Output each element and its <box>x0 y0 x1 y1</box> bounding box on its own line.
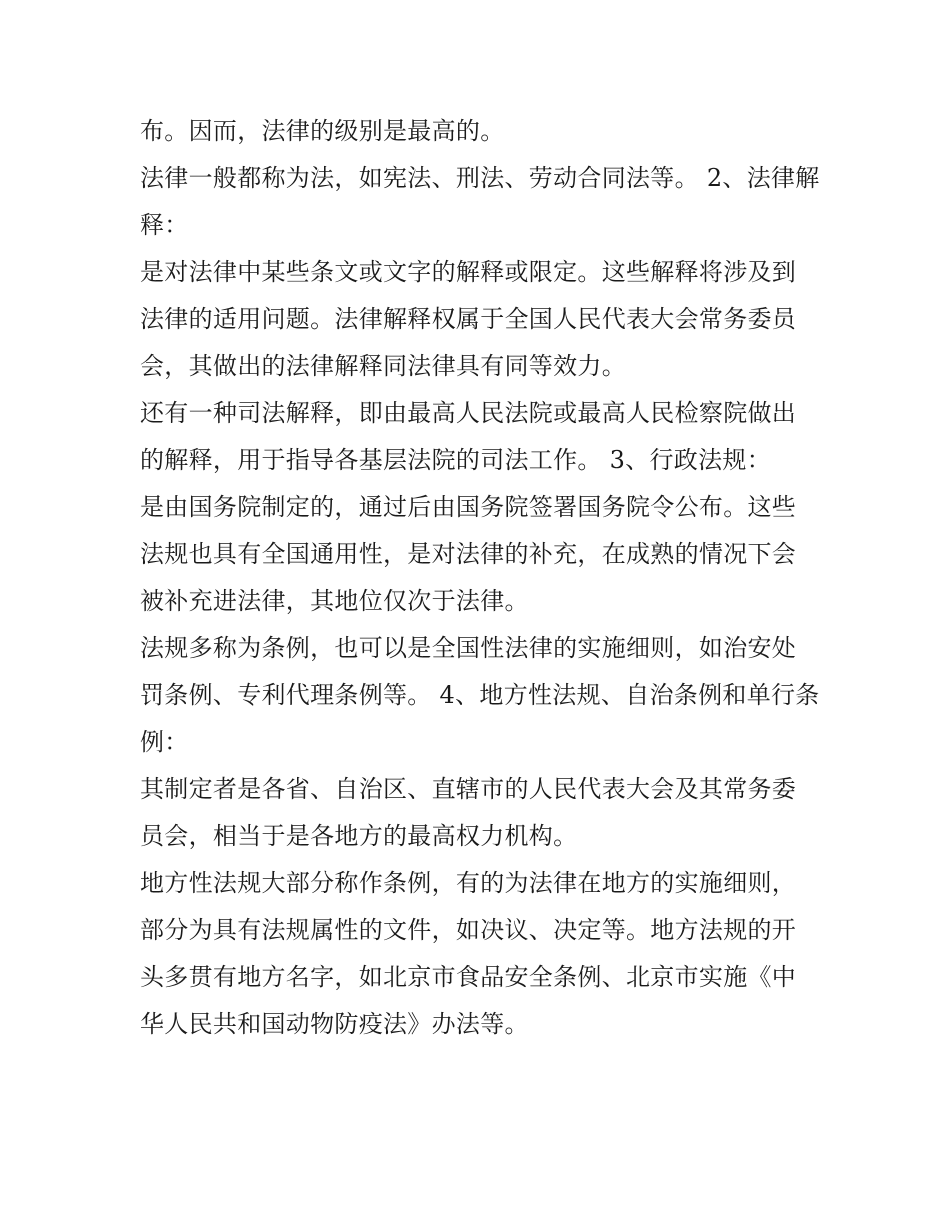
paragraph: 是对法律中某些条文或文字的解释或限定。这些解释将涉及到法律的适用问题。法律解释权属于全国人民代表大会常务委员会，其做出的法律解释同法律具有同等效力。 <box>140 258 797 380</box>
paragraph: 布。因而，法律的级别是最高的。 <box>140 117 505 145</box>
paragraph: 地方性法规大部分称作条例，有的为法律在地方的实施细则，部分为具有法规属性的文件，如决议、决定等。地方法规的开头多贯有地方名字，如北京市食品安全条例、北京市实施《中华人民共和国动物防疫法》办法等。 <box>140 869 797 1038</box>
document-body <box>140 108 820 1048</box>
paragraph: 法律一般都称为法，如宪法、刑法、劳动合同法等。 2、法律解释： <box>140 164 820 239</box>
paragraph: 是由国务院制定的，通过后由国务院签署国务院令公布。这些法规也具有全国通用性，是对法律的补充，在成熟的情况下会被补充进法律，其地位仅次于法律。 <box>140 493 797 615</box>
paragraph: 其制定者是各省、自治区、直辖市的人民代表大会及其常务委员会，相当于是各地方的最高权力机构。 <box>140 775 797 850</box>
paragraph: 还有一种司法解释，即由最高人民法院或最高人民检察院做出的解释，用于指导各基层法院的司法工作。 3、行政法规： <box>140 399 797 474</box>
paragraph: 法规多称为条例，也可以是全国性法律的实施细则，如治安处罚条例、专利代理条例等。 4、地方性法规、自治条例和单行条例： <box>140 634 820 756</box>
